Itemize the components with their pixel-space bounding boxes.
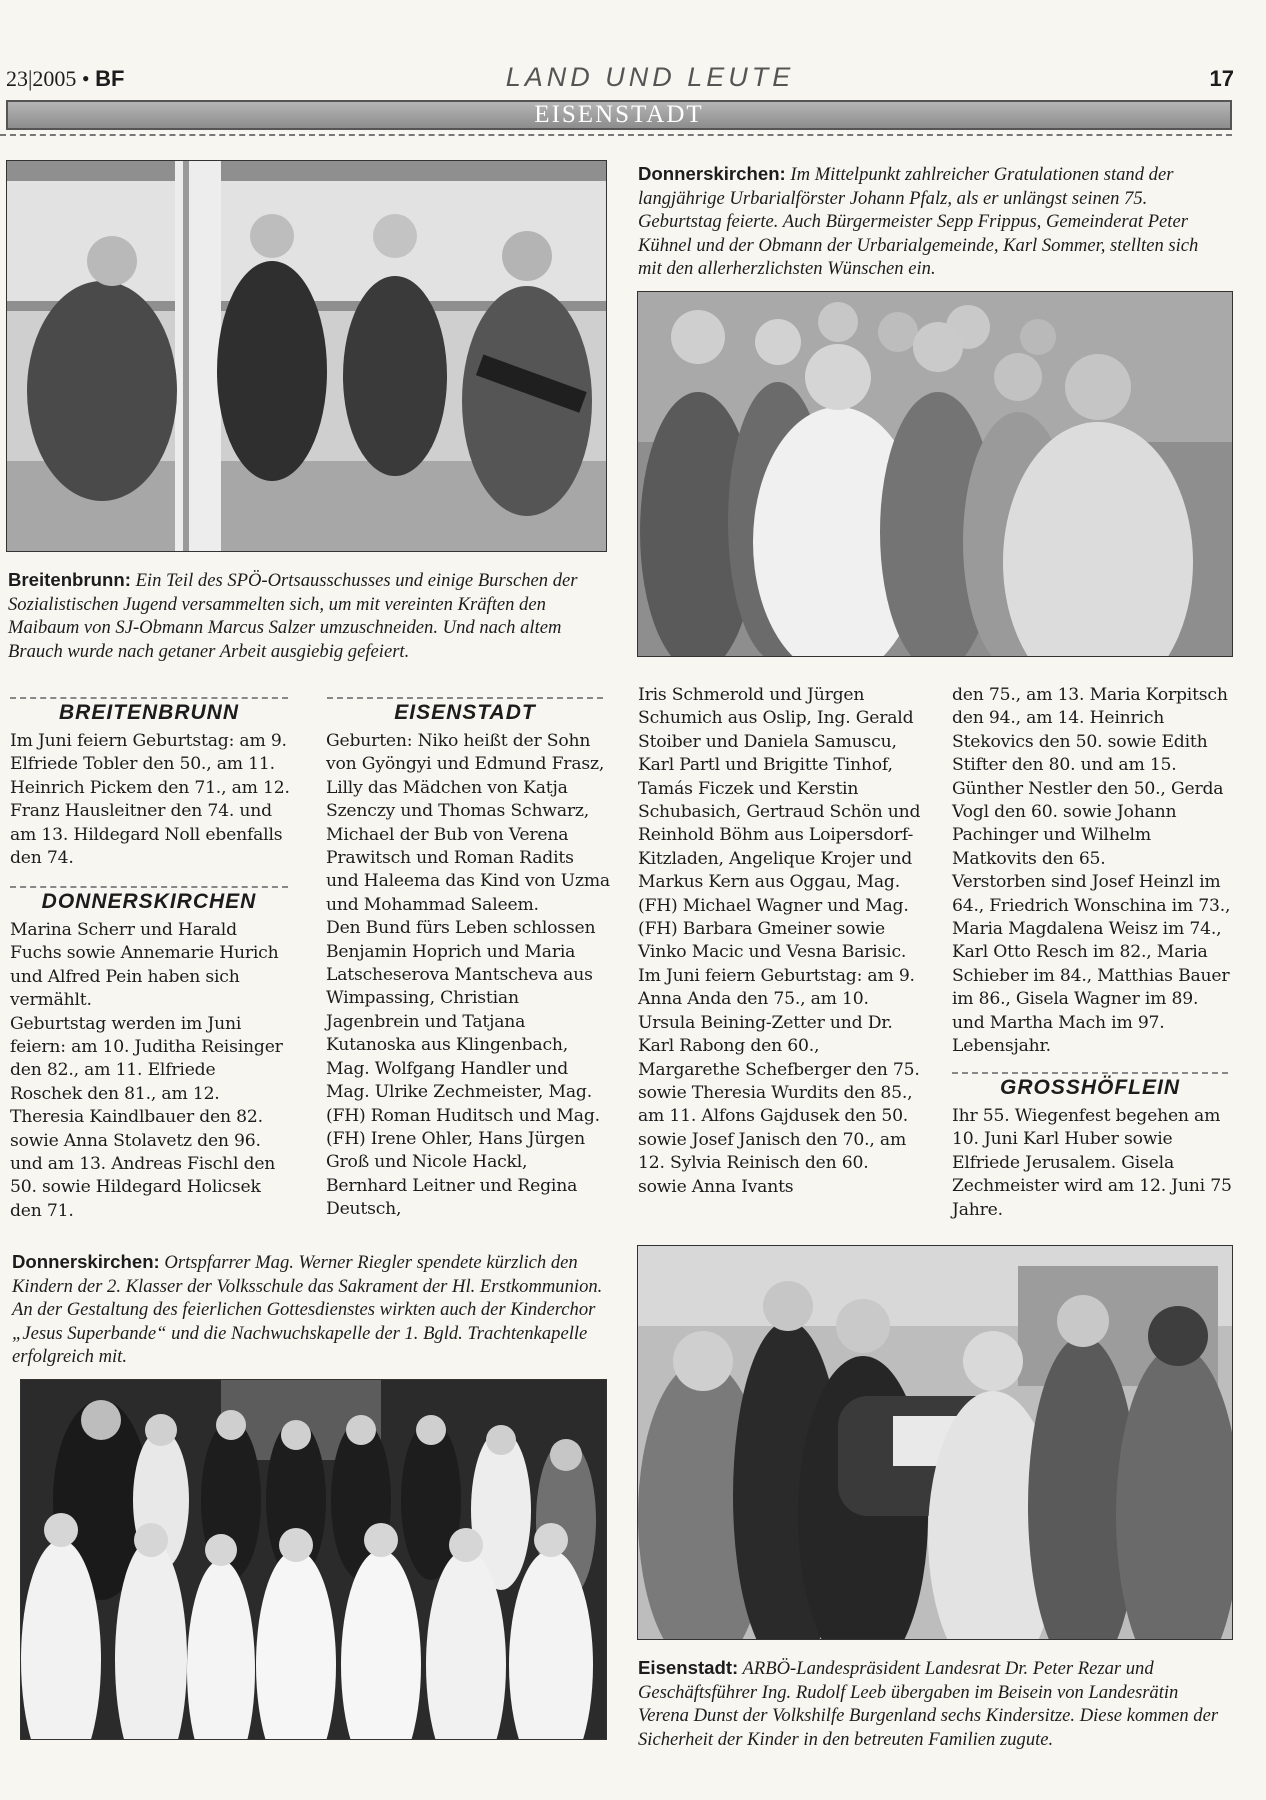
caption-place: Eisenstadt:: [638, 1657, 739, 1678]
column-2-text: [326, 730, 610, 1222]
photo-donnerskirchen-jubilee: [637, 291, 1233, 657]
photo-breitenbrunn: [6, 160, 607, 552]
caption-text: Ortspfarrer Mag. Werner Riegler spendete kürzlich den Kindern der 2. Klasser der Volksschule das Sakrament der Hl. Erstkommunion. An der Gestaltung des feierlichen Gottesdienstes wirkten auch der Kinderchor „Jesus Superbande“ und die Nachwuchskapelle der 1. Bgld. Trachtenkapelle erfolgreich mit.: [12, 1252, 603, 1367]
caption-breitenbrunn: [8, 568, 610, 663]
donnerskirchen-weddings: Marina Scherr und Harald Fuchs sowie Annemarie Hurich und Alfred Pein haben sich vermählt.: [10, 920, 279, 1011]
caption-text: Ein Teil des SPÖ-Ortsausschusses und einige Burschen der Sozialistischen Jugend versammelten sich, um mit vereinten Kräften den Maibaum von SJ-Obmann Marcus Salzer umzuschneiden. Und nach altem Brauch wurde nach getaner Arbeit ausgiebig gefeiert.: [8, 570, 578, 662]
section-heading-donnerskirchen: DONNERSKIRCHEN: [10, 886, 288, 914]
caption-text: ARBÖ-Landespräsident Landesrat Dr. Peter Rezar und Geschäftsführer Ing. Rudolf Leeb übergaben im Beisein von Landesrätin Verena Dunst der Volkshilfe Burgenland sechs Kindersitze. Diese kommen der Sicherheit der Kinder in den betreuten Familien zugute.: [638, 1658, 1219, 1750]
section-heading-breitenbrunn: BREITENBRUNN: [10, 697, 288, 725]
caption-place: Donnerskirchen:: [638, 163, 786, 184]
region-banner: EISENSTADT: [6, 100, 1232, 130]
caption-text: Im Mittelpunkt zahlreicher Gratulationen stand der langjährige Urbarialförster Johann Pfalz, als er unlängst seinen 75. Geburtstag feierte. Auch Bürgermeister Sepp Frippus, Gemeinderat Peter Kühnel und der Obmann der Urbarialgemeinde, Karl Sommer, stellten sich mit den allerherzlichsten Wünschen ein.: [638, 164, 1199, 279]
brand-label: BF: [95, 66, 125, 91]
eisenstadt-weddings-cont: Iris Schmerold und Jürgen Schumich aus Oslip, Ing. Gerald Stoiber und Daniela Samuscu, Karl Partl und Brigitte Tinhof, Tamás Ficzek und Kerstin Schubasich, Gertraud Schön und Reinhold Böhm aus Loipersdorf-Kitzladen, Angelique Krojer und Markus Kern aus Oggau, Mag. (FH) Michael Wagner und Mag. (FH) Barbara Gmeiner sowie Vinko Macic und Vesna Barisic.: [638, 685, 921, 963]
section-heading-grosshoeflein: GROSSHÖFLEIN: [952, 1072, 1228, 1100]
section-heading-eisenstadt: EISENSTADT: [327, 697, 603, 725]
header-divider: [0, 134, 1232, 136]
column-1-text: [10, 730, 290, 870]
caption-eisenstadt: [638, 1656, 1228, 1751]
grosshoeflein-birthdays: Ihr 55. Wiegenfest begehen am 10. Juni Karl Huber sowie Elfriede Jerusalem. Gisela Zechmeister wird am 12. Juni 75 Jahre.: [952, 1106, 1232, 1220]
eisenstadt-births: Geburten: Niko heißt der Sohn von Gyöngyi und Edmund Frasz, Lilly das Mädchen von Katja Szenczy und Thomas Schwarz, Michael der Bub von Verena Prawitsch und Roman Radits und Haleema das Kind von Uzma und Mohammad Saleem.: [326, 731, 610, 915]
caption-place: Breitenbrunn:: [8, 569, 131, 590]
eisenstadt-weddings: Den Bund fürs Leben schlossen Benjamin Hoprich und Maria Latscheserova Mantscheva aus Wimpassing, Christian Jagenbrein und Tatjana Kutanoska aus Klingenbach, Mag. Wolfgang Handler und Mag. Ulrike Zechmeister, Mag. (FH) Roman Huditsch und Mag. (FH) Irene Ohler, Hans Jürgen Groß und Nicole Hackl, Bernhard Leitner und Regina Deutsch,: [326, 918, 600, 1220]
issue-number: 23|2005 • BF: [6, 66, 125, 91]
breitenbrunn-birthdays: Im Juni feiern Geburtstag: am 9. Elfriede Tobler den 50., am 11. Heinrich Pickem den 71., am 12. Franz Hausleitner den 74. und am 13. Hildegard Noll ebenfalls den 74.: [10, 731, 290, 869]
column-4-text: [952, 684, 1234, 1059]
photo-eisenstadt-kindersitze: [637, 1245, 1233, 1640]
eisenstadt-deaths: Verstorben sind Josef Heinzl im 64., Friedrich Wonschina im 73., Maria Magdalena Weisz im 74., Karl Otto Resch im 82., Maria Schieber im 84., Matthias Bauer im 86., Gisela Wagner im 89. und Martha Mach im 97. Lebensjahr.: [952, 872, 1231, 1057]
caption-donnerskirchen-communion: [12, 1250, 616, 1369]
column-1b-text: [10, 919, 290, 1223]
column-3-text: [638, 684, 921, 1199]
caption-place: Donnerskirchen:: [12, 1251, 160, 1272]
eisenstadt-birthdays-cont: den 75., am 13. Maria Korpitsch den 94., am 14. Heinrich Stekovics den 50. sowie Edith Stifter den 80. und am 15. Günther Nestler den 50., Gerda Vogl den 60. sowie Johann Pachinger und Wilhelm Matkovits den 65.: [952, 685, 1228, 869]
caption-donnerskirchen-jubilee: [638, 162, 1223, 281]
column-4b-text: [952, 1105, 1234, 1222]
page-number: 17: [1209, 66, 1234, 91]
donnerskirchen-birthdays: Geburtstag werden im Juni feiern: am 10. Juditha Reisinger den 82., am 11. Elfriede Roschek den 81., am 12. Theresia Kaindlbauer den 82. sowie Anna Stolavetz den 96. und am 13. Andreas Fischl den 50. sowie Hildegard Holicsek den 71.: [10, 1013, 283, 1221]
eisenstadt-birthdays: Im Juni feiern Geburtstag: am 9. Anna Anda den 75., am 10. Ursula Beining-Zetter und Dr. Karl Rabong den 60., Margarethe Schefberger den 75. sowie Theresia Wurdits den 85., am 11. Alfons Gajdusek den 50. sowie Josef Janisch den 70., am 12. Sylvia Reinisch den 60. sowie Anna Ivants: [638, 965, 920, 1197]
photo-communion: [20, 1379, 607, 1740]
section-title: LAND UND LEUTE: [505, 62, 795, 92]
